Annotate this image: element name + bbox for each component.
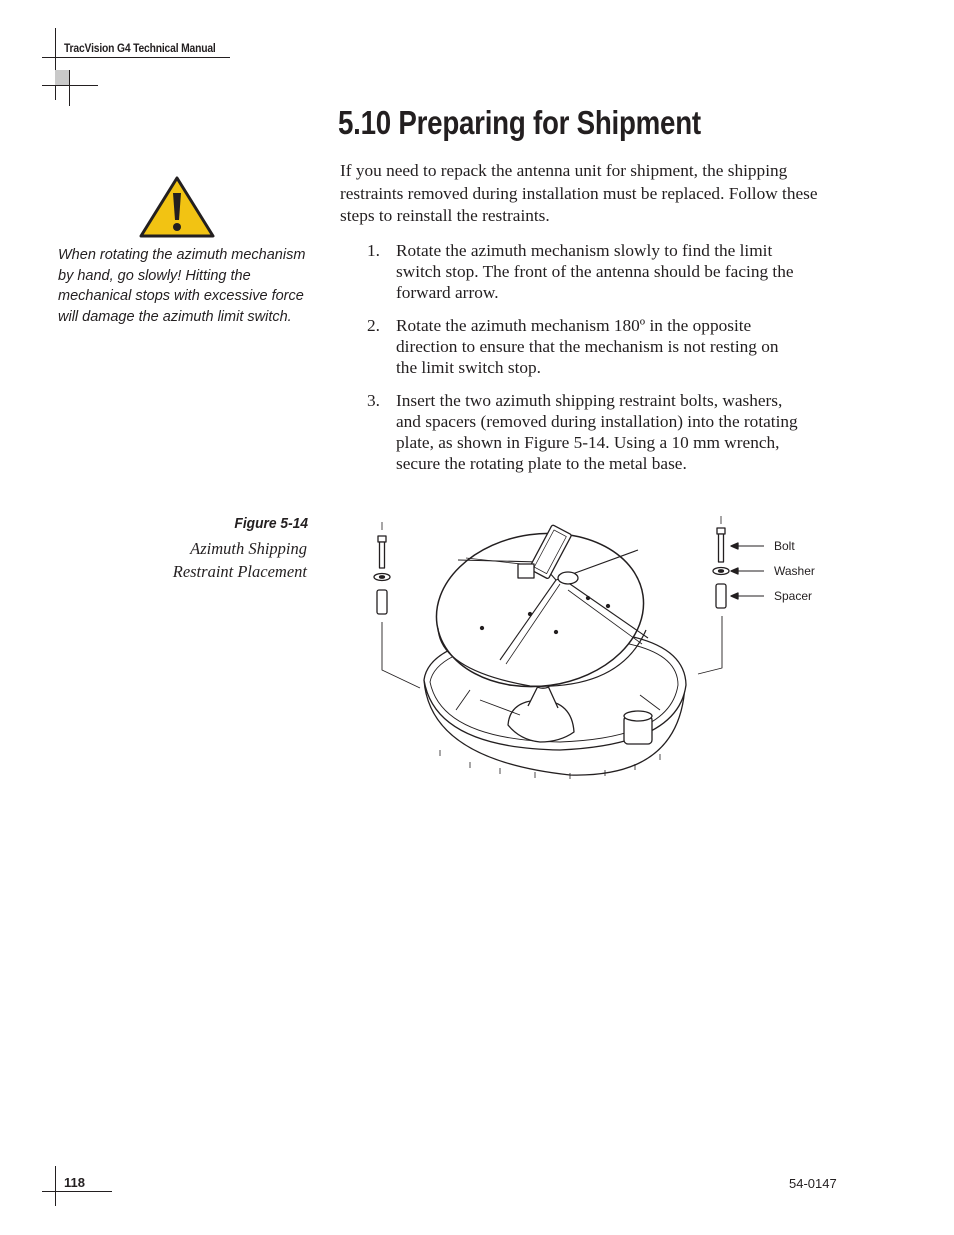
right-hardware-stack (698, 516, 764, 674)
crop-mark-horizontal (42, 85, 98, 86)
figure-caption-line: Azimuth Shipping (190, 539, 307, 558)
section-title: 5.10 Preparing for Shipment (338, 104, 701, 141)
figure-caption-line: Restraint Placement (172, 562, 307, 581)
step-item (340, 390, 800, 474)
step-text: Rotate the azimuth mechanism 180º in the opposite direction to ensure that the mechanism is not resting on the limit switch stop. (396, 316, 779, 377)
warning-triangle-icon (138, 175, 216, 239)
header-gray-box (55, 70, 69, 85)
footer-rule (42, 1191, 112, 1192)
page-number: 118 (64, 1175, 85, 1190)
step-number: 3. (367, 391, 380, 410)
footer-crop-mark (55, 1166, 56, 1206)
step-number: 1. (367, 241, 380, 260)
antenna-restraint-illustration (360, 510, 840, 795)
running-head: TracVision G4 Technical Manual (64, 41, 216, 55)
label-washer: Washer (774, 564, 815, 578)
figure-caption (173, 537, 307, 583)
header-rule (42, 57, 230, 58)
step-number: 2. (367, 316, 380, 335)
figure-number: Figure 5-14 (234, 515, 308, 532)
left-hardware-stack (374, 522, 420, 688)
intro-paragraph: If you need to repack the antenna unit for shipment, the shipping restraints removed during installation must be replaced. Follow these steps to reinstall the restraints. (340, 161, 818, 225)
warning-note: When rotating the azimuth mechanism by hand, go slowly! Hitting the mechanical stops with excessive force will damage the azimuth limit switch. (58, 247, 306, 325)
steps-list (340, 240, 800, 486)
crop-mark-vertical-2 (69, 70, 70, 106)
label-bolt: Bolt (774, 539, 795, 553)
label-spacer: Spacer (774, 589, 813, 603)
step-text: Insert the two azimuth shipping restraint bolts, washers, and spacers (removed during installation) into the rotating plate, as shown in Figure 5-14. Using a 10 mm wrench, secure the rotating plate to the metal base. (396, 391, 798, 473)
crop-mark-vertical (55, 28, 56, 100)
step-item (340, 315, 800, 378)
step-item (340, 240, 800, 303)
document-number: 54-0147 (789, 1176, 837, 1191)
step-text: Rotate the azimuth mechanism slowly to find the limit switch stop. The front of the antenna should be facing the forward arrow. (396, 241, 794, 302)
